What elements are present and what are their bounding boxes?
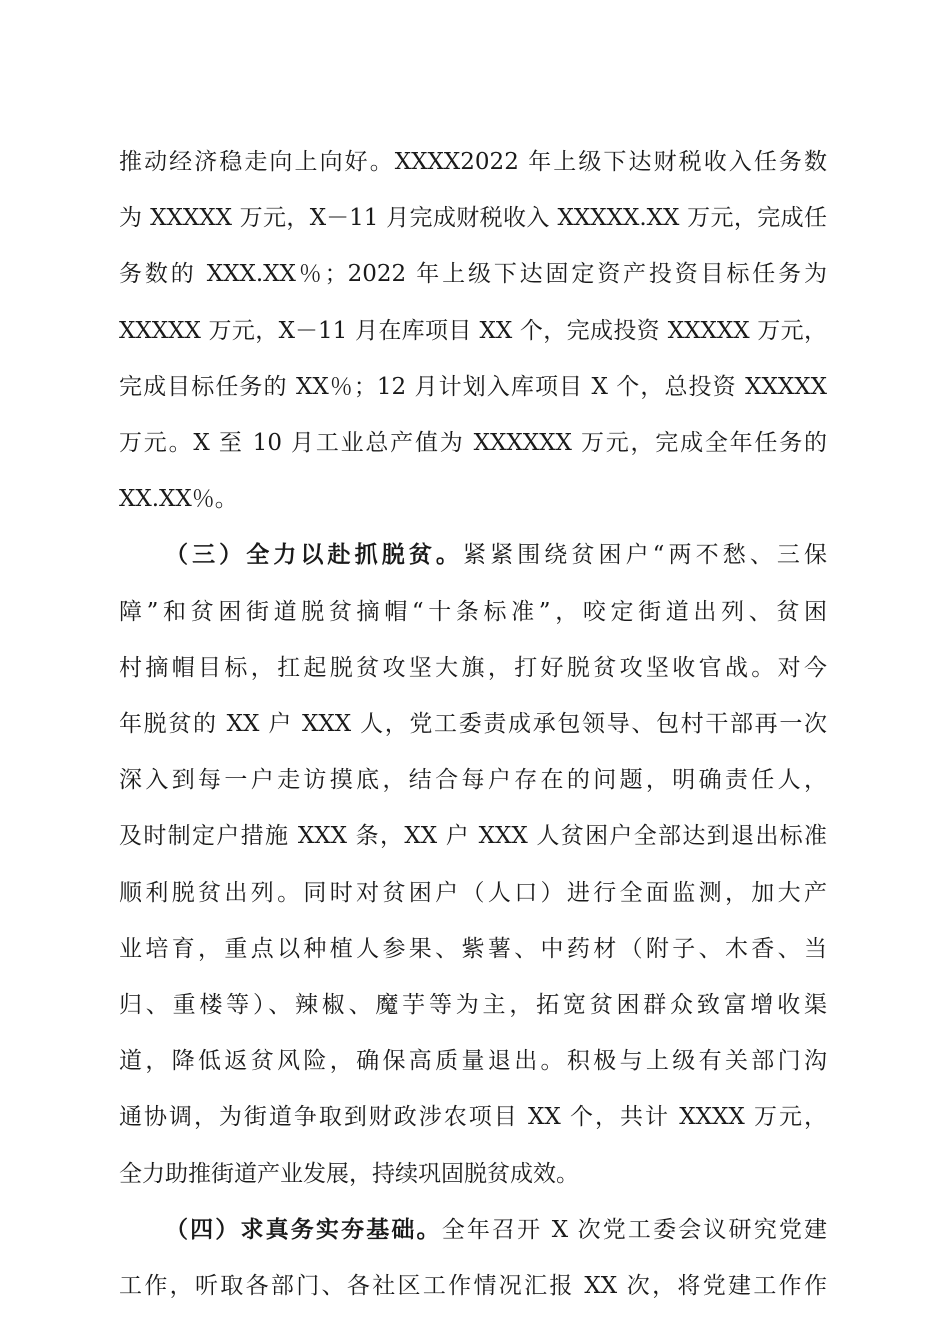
text-line: 通协调，为街道争取到财政涉农项目 XX 个，共计 XXXX 万元，: [119, 1104, 827, 1130]
text-line: 顺利脱贫出列。同时对贫困户（人口）进行全面监测，加大产: [119, 880, 827, 906]
section-3-text: 紧紧围绕贫困户“两不愁、三保: [463, 542, 827, 568]
text-line: 障”和贫困街道脱贫摘帽“十条标准”，咬定街道出列、贫困: [119, 599, 827, 625]
text-line: 业培育，重点以种植人参果、紫薯、中药材（附子、木香、当: [119, 936, 827, 962]
text-line: 为 XXXXX 万元，X－11 月完成财税收入 XXXXX.XX 万元，完成任: [119, 205, 827, 231]
section-4-first-line: [165, 1208, 827, 1252]
text-line: 村摘帽目标，扛起脱贫攻坚大旗，打好脱贫攻坚收官战。对今: [119, 655, 827, 681]
text-line: XX.XX％。: [119, 486, 238, 512]
section-4-heading: （四）求真务实夯基础。: [165, 1216, 442, 1243]
section-3-heading: （三）全力以赴抓脱贫。: [165, 541, 464, 568]
text-line: 全力助推街道产业发展，持续巩固脱贫成效。: [119, 1161, 579, 1187]
text-line: 推动经济稳走向上向好。XXXX2022 年上级下达财税收入任务数: [119, 149, 827, 175]
text-line: XXXXX 万元，X－11 月在库项目 XX 个，完成投资 XXXXX 万元，: [119, 318, 827, 344]
text-line: 工作，听取各部门、各社区工作情况汇报 XX 次，将党建工作作: [119, 1273, 827, 1299]
section-4-text: 全年召开 X 次党工委会议研究党建: [441, 1217, 828, 1243]
text-line: 年脱贫的 XX 户 XXX 人，党工委责成承包领导、包村干部再一次: [119, 711, 827, 737]
section-3-first-line: [165, 533, 827, 577]
text-line: 归、重楼等）、辣椒、魔芋等为主，拓宽贫困群众致富增收渠: [119, 992, 827, 1018]
text-line: 道，降低返贫风险，确保高质量退出。积极与上级有关部门沟: [119, 1048, 827, 1074]
text-line: 务数的 XXX.XX％；2022 年上级下达固定资产投资目标任务为: [119, 261, 827, 287]
text-line: 万元。X 至 10 月工业总产值为 XXXXXX 万元，完成全年任务的: [119, 430, 827, 456]
text-line: 完成目标任务的 XX％；12 月计划入库项目 X 个，总投资 XXXXX: [119, 374, 827, 400]
text-line: 及时制定户措施 XXX 条，XX 户 XXX 人贫困户全部达到退出标准: [119, 823, 827, 849]
text-line: 深入到每一户走访摸底，结合每户存在的问题，明确责任人，: [119, 767, 827, 793]
